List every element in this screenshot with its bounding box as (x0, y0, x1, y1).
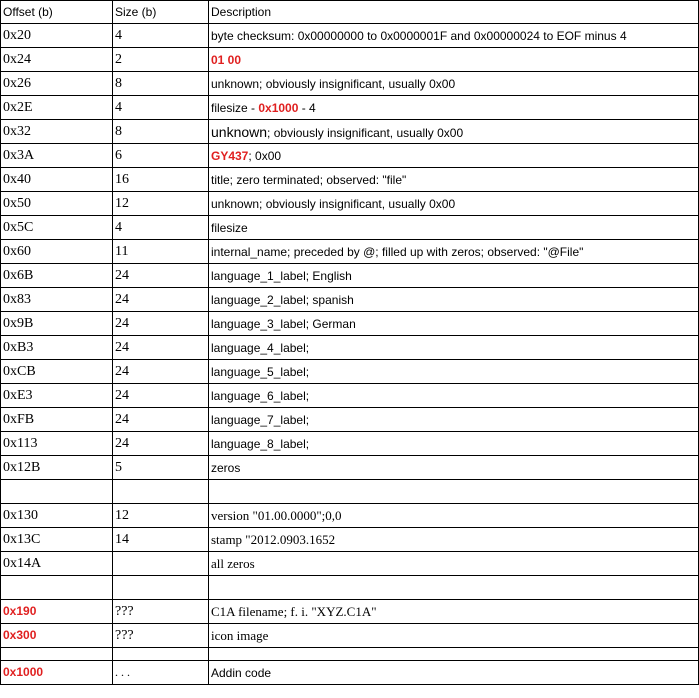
size-cell: 24 (113, 312, 209, 336)
offset-cell (1, 600, 113, 624)
description-cell: stamp "2012.0903.1652 (209, 528, 699, 552)
table-row (1, 456, 699, 480)
description-text: unknown (211, 76, 260, 91)
description-text: - 4 (298, 100, 316, 115)
empty-cell (113, 480, 209, 504)
table-row (1, 408, 699, 432)
empty-cell (1, 480, 113, 504)
description-cell (209, 96, 699, 120)
table-row (1, 661, 699, 685)
table-row (1, 384, 699, 408)
header-row (1, 1, 699, 24)
size-cell (113, 552, 209, 576)
size-cell: 2 (113, 48, 209, 72)
size-cell: 5 (113, 456, 209, 480)
description-cell (209, 72, 699, 96)
table-row (1, 600, 699, 624)
description-cell: unknown; obviously insignificant, usually 0x00 (209, 192, 699, 216)
description-cell: byte checksum: 0x00000000 to 0x0000001F and 0x00000024 to EOF minus 4 (209, 24, 699, 48)
description-cell: language_7_label; (209, 408, 699, 432)
offset-cell: 0x50 (1, 192, 113, 216)
empty-cell (209, 480, 699, 504)
table-row (1, 168, 699, 192)
size-cell: 24 (113, 432, 209, 456)
table-row (1, 264, 699, 288)
highlighted-offset: 0x1000 (3, 664, 44, 679)
description-cell (209, 120, 699, 144)
offset-cell: 0xFB (1, 408, 113, 432)
offset-cell: 0x32 (1, 120, 113, 144)
description-cell: zeros (209, 456, 699, 480)
description-cell: title; zero terminated; observed: "file" (209, 168, 699, 192)
offset-cell (1, 661, 113, 685)
offset-cell: 0x3A (1, 144, 113, 168)
description-cell: all zeros (209, 552, 699, 576)
offset-cell: 0x12B (1, 456, 113, 480)
offset-cell: 0x5C (1, 216, 113, 240)
empty-cell (113, 648, 209, 661)
size-cell: 12 (113, 192, 209, 216)
highlighted-value: GY437 (211, 148, 249, 163)
description-text: filesize - (211, 100, 259, 115)
table-row (1, 144, 699, 168)
size-cell: 24 (113, 360, 209, 384)
description-text: unknown (211, 123, 268, 140)
description-cell: C1A filename; f. i. "XYZ.C1A" (209, 600, 699, 624)
highlighted-value: 0x1000 (258, 100, 299, 115)
table-row (1, 504, 699, 528)
offset-column-header: Offset (b) (1, 1, 113, 24)
offset-cell: 0x24 (1, 48, 113, 72)
highlighted-value: 01 00 (211, 52, 242, 67)
highlighted-offset: 0x190 (3, 603, 37, 618)
size-cell: . . . (113, 661, 209, 685)
size-cell: 24 (113, 384, 209, 408)
offset-cell: 0x20 (1, 24, 113, 48)
description-cell (209, 48, 699, 72)
description-cell: language_2_label; spanish (209, 288, 699, 312)
description-column-header: Description (209, 1, 699, 24)
empty-cell (1, 648, 113, 661)
description-cell: language_6_label; (209, 384, 699, 408)
description-cell: version "01.00.0000";0,0 (209, 504, 699, 528)
description-cell: Addin code (209, 661, 699, 685)
size-cell: 14 (113, 528, 209, 552)
table-row (1, 24, 699, 48)
description-cell: language_5_label; (209, 360, 699, 384)
size-cell: 24 (113, 408, 209, 432)
offset-cell: 0x83 (1, 288, 113, 312)
offset-cell: 0x26 (1, 72, 113, 96)
empty-row (1, 576, 699, 600)
size-column-header: Size (b) (113, 1, 209, 24)
table-row (1, 72, 699, 96)
offset-cell: 0xCB (1, 360, 113, 384)
table-row (1, 360, 699, 384)
size-cell: 16 (113, 168, 209, 192)
size-cell: 24 (113, 336, 209, 360)
empty-cell (209, 648, 699, 661)
empty-cell (1, 576, 113, 600)
size-cell: 12 (113, 504, 209, 528)
description-text: ; obviously insignificant, usually 0x00 (259, 76, 456, 91)
offset-cell (1, 624, 113, 648)
description-cell: icon image (209, 624, 699, 648)
table-row (1, 432, 699, 456)
empty-row (1, 480, 699, 504)
size-cell: ??? (113, 600, 209, 624)
description-cell: language_3_label; German (209, 312, 699, 336)
description-cell: language_4_label; (209, 336, 699, 360)
table-row (1, 312, 699, 336)
offset-cell: 0x6B (1, 264, 113, 288)
empty-cell (113, 576, 209, 600)
table-row (1, 96, 699, 120)
table-row (1, 120, 699, 144)
offset-cell: 0x14A (1, 552, 113, 576)
highlighted-offset: 0x300 (3, 627, 37, 642)
table-row (1, 288, 699, 312)
size-cell: 8 (113, 72, 209, 96)
offset-cell: 0xE3 (1, 384, 113, 408)
table-row (1, 192, 699, 216)
offset-cell: 0x113 (1, 432, 113, 456)
table-row (1, 240, 699, 264)
size-cell: 24 (113, 264, 209, 288)
size-cell: 11 (113, 240, 209, 264)
description-cell (209, 144, 699, 168)
size-cell: 4 (113, 216, 209, 240)
empty-row (1, 648, 699, 661)
description-cell: language_1_label; English (209, 264, 699, 288)
offset-cell: 0x13C (1, 528, 113, 552)
empty-cell (209, 576, 699, 600)
size-cell: 4 (113, 96, 209, 120)
table-row (1, 216, 699, 240)
offset-cell: 0xB3 (1, 336, 113, 360)
table-row (1, 624, 699, 648)
description-cell: internal_name; preceded by @; filled up with zeros; observed: "@File" (209, 240, 699, 264)
size-cell: 24 (113, 288, 209, 312)
offset-cell: 0x130 (1, 504, 113, 528)
table-row (1, 552, 699, 576)
table-row (1, 336, 699, 360)
size-cell: 8 (113, 120, 209, 144)
size-cell: ??? (113, 624, 209, 648)
description-text: ; obviously insignificant, usually 0x00 (267, 125, 464, 140)
offset-cell: 0x40 (1, 168, 113, 192)
table-row (1, 48, 699, 72)
offset-cell: 0x2E (1, 96, 113, 120)
table-row (1, 528, 699, 552)
size-cell: 4 (113, 24, 209, 48)
description-text: ; 0x00 (248, 148, 282, 163)
size-cell: 6 (113, 144, 209, 168)
description-cell: filesize (209, 216, 699, 240)
description-cell: language_8_label; (209, 432, 699, 456)
offset-cell: 0x60 (1, 240, 113, 264)
offset-cell: 0x9B (1, 312, 113, 336)
